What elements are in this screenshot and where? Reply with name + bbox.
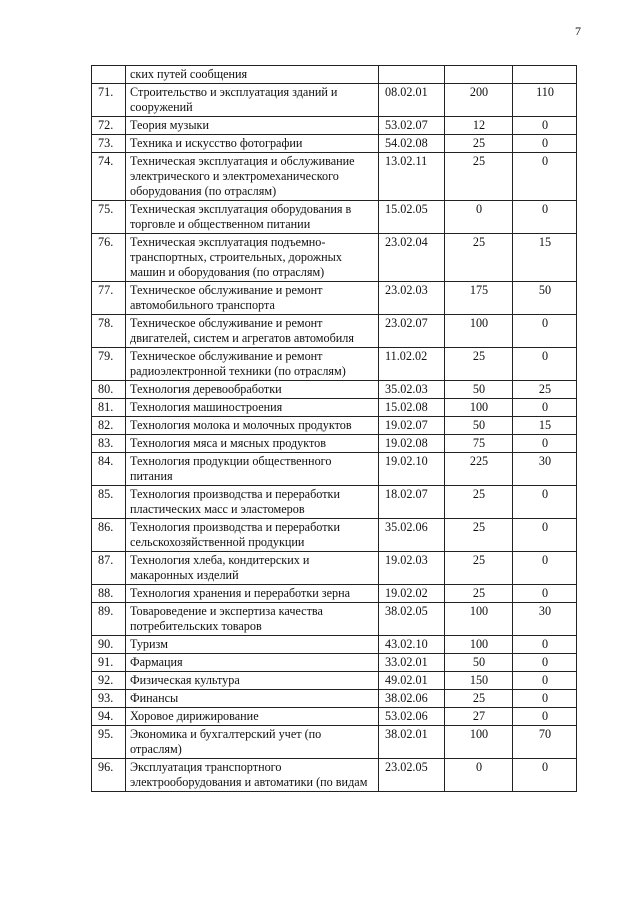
quota-total-cell: 150 bbox=[445, 672, 513, 690]
specialty-name-cell: Фармация bbox=[126, 654, 379, 672]
specialty-name-cell: Физическая культура bbox=[126, 672, 379, 690]
table-body bbox=[92, 66, 577, 792]
row-number-cell: 74. bbox=[92, 153, 126, 201]
quota-secondary-cell: 0 bbox=[513, 399, 577, 417]
specialty-code-cell: 54.02.08 bbox=[379, 135, 445, 153]
specialty-name-cell: Техническое обслуживание и ремонт радиоэлектронной техники (по отраслям) bbox=[126, 348, 379, 381]
specialty-name-cell: Техника и искусство фотографии bbox=[126, 135, 379, 153]
specialty-name-cell: Технология мяса и мясных продуктов bbox=[126, 435, 379, 453]
table-row bbox=[92, 201, 577, 234]
quota-total-cell: 225 bbox=[445, 453, 513, 486]
row-number-cell: 75. bbox=[92, 201, 126, 234]
quota-secondary-cell: 0 bbox=[513, 117, 577, 135]
row-number-cell: 83. bbox=[92, 435, 126, 453]
specialty-code-cell: 23.02.05 bbox=[379, 759, 445, 792]
row-number-cell: 92. bbox=[92, 672, 126, 690]
quota-total-cell: 75 bbox=[445, 435, 513, 453]
quota-secondary-cell: 0 bbox=[513, 636, 577, 654]
specialty-name-cell: Технология хлеба, кондитерских и макаронных изделий bbox=[126, 552, 379, 585]
specialty-name-cell: Техническая эксплуатация и обслуживание электрического и электромеханического оборудования (по отраслям) bbox=[126, 153, 379, 201]
quota-secondary-cell: 15 bbox=[513, 234, 577, 282]
specialty-code-cell bbox=[379, 66, 445, 84]
table-row bbox=[92, 726, 577, 759]
specialty-code-cell: 49.02.01 bbox=[379, 672, 445, 690]
quota-secondary-cell: 0 bbox=[513, 519, 577, 552]
table-row bbox=[92, 381, 577, 399]
quota-total-cell: 100 bbox=[445, 399, 513, 417]
specialty-name-cell: Туризм bbox=[126, 636, 379, 654]
specialty-name-cell: Эксплуатация транспортного электрооборудования и автоматики (по видам bbox=[126, 759, 379, 792]
specialty-name-cell: Техническое обслуживание и ремонт автомобильного транспорта bbox=[126, 282, 379, 315]
row-number-cell: 81. bbox=[92, 399, 126, 417]
row-number-cell: 79. bbox=[92, 348, 126, 381]
table-row bbox=[92, 453, 577, 486]
quota-secondary-cell: 0 bbox=[513, 315, 577, 348]
quota-secondary-cell: 0 bbox=[513, 435, 577, 453]
table-row bbox=[92, 315, 577, 348]
table-row bbox=[92, 603, 577, 636]
specialty-code-cell: 23.02.04 bbox=[379, 234, 445, 282]
quota-total-cell: 100 bbox=[445, 315, 513, 348]
quota-total-cell: 25 bbox=[445, 348, 513, 381]
specialty-code-cell: 43.02.10 bbox=[379, 636, 445, 654]
specialty-name-cell: Теория музыки bbox=[126, 117, 379, 135]
row-number-cell: 91. bbox=[92, 654, 126, 672]
table-row bbox=[92, 282, 577, 315]
quota-secondary-cell: 0 bbox=[513, 201, 577, 234]
row-number-cell: 90. bbox=[92, 636, 126, 654]
table-row bbox=[92, 417, 577, 435]
specialty-code-cell: 53.02.06 bbox=[379, 708, 445, 726]
specialty-name-cell: Технология машиностроения bbox=[126, 399, 379, 417]
specialty-name-cell: Финансы bbox=[126, 690, 379, 708]
page-number: 7 bbox=[575, 24, 581, 38]
specialty-name-cell: Строительство и эксплуатация зданий и сооружений bbox=[126, 84, 379, 117]
quota-total-cell bbox=[445, 66, 513, 84]
quota-total-cell: 50 bbox=[445, 654, 513, 672]
table-row bbox=[92, 552, 577, 585]
row-number-cell: 86. bbox=[92, 519, 126, 552]
row-number-cell: 77. bbox=[92, 282, 126, 315]
quota-secondary-cell: 0 bbox=[513, 585, 577, 603]
table-row bbox=[92, 435, 577, 453]
quota-secondary-cell: 0 bbox=[513, 552, 577, 585]
specialty-code-cell: 13.02.11 bbox=[379, 153, 445, 201]
specialty-code-cell: 38.02.05 bbox=[379, 603, 445, 636]
specialty-code-cell: 19.02.08 bbox=[379, 435, 445, 453]
specialty-name-cell: Технология производства и переработки сельскохозяйственной продукции bbox=[126, 519, 379, 552]
specialty-code-cell: 33.02.01 bbox=[379, 654, 445, 672]
specialty-code-cell: 35.02.03 bbox=[379, 381, 445, 399]
table-row bbox=[92, 234, 577, 282]
quota-total-cell: 100 bbox=[445, 726, 513, 759]
table-row bbox=[92, 654, 577, 672]
quota-secondary-cell: 0 bbox=[513, 153, 577, 201]
row-number-cell: 93. bbox=[92, 690, 126, 708]
quota-total-cell: 50 bbox=[445, 417, 513, 435]
specialty-code-cell: 35.02.06 bbox=[379, 519, 445, 552]
row-number-cell: 95. bbox=[92, 726, 126, 759]
quota-secondary-cell: 0 bbox=[513, 690, 577, 708]
quota-total-cell: 100 bbox=[445, 636, 513, 654]
quota-secondary-cell bbox=[513, 66, 577, 84]
row-number-cell: 82. bbox=[92, 417, 126, 435]
quota-total-cell: 25 bbox=[445, 234, 513, 282]
specialty-name-cell: Техническое обслуживание и ремонт двигателей, систем и агрегатов автомобиля bbox=[126, 315, 379, 348]
quota-secondary-cell: 110 bbox=[513, 84, 577, 117]
table-row bbox=[92, 708, 577, 726]
table-row bbox=[92, 84, 577, 117]
row-number-cell: 85. bbox=[92, 486, 126, 519]
specialty-code-cell: 23.02.03 bbox=[379, 282, 445, 315]
quota-total-cell: 25 bbox=[445, 486, 513, 519]
quota-secondary-cell: 0 bbox=[513, 759, 577, 792]
specialty-name-cell: ских путей сообщения bbox=[126, 66, 379, 84]
specialty-name-cell: Хоровое дирижирование bbox=[126, 708, 379, 726]
quota-secondary-cell: 30 bbox=[513, 603, 577, 636]
quota-total-cell: 200 bbox=[445, 84, 513, 117]
specialty-name-cell: Техническая эксплуатация оборудования в торговле и общественном питании bbox=[126, 201, 379, 234]
specialty-code-cell: 23.02.07 bbox=[379, 315, 445, 348]
quota-secondary-cell: 25 bbox=[513, 381, 577, 399]
row-number-cell: 80. bbox=[92, 381, 126, 399]
quota-total-cell: 25 bbox=[445, 135, 513, 153]
specialty-name-cell: Техническая эксплуатация подъемно-транспортных, строительных, дорожных машин и оборудования (по отраслям) bbox=[126, 234, 379, 282]
specialty-name-cell: Технология производства и переработки пластических масс и эластомеров bbox=[126, 486, 379, 519]
specialty-code-cell: 38.02.06 bbox=[379, 690, 445, 708]
specialty-name-cell: Технология хранения и переработки зерна bbox=[126, 585, 379, 603]
specialty-name-cell: Товароведение и экспертиза качества потребительских товаров bbox=[126, 603, 379, 636]
specialty-code-cell: 19.02.10 bbox=[379, 453, 445, 486]
table-row bbox=[92, 519, 577, 552]
quota-total-cell: 25 bbox=[445, 153, 513, 201]
quota-total-cell: 25 bbox=[445, 552, 513, 585]
quota-secondary-cell: 0 bbox=[513, 708, 577, 726]
quota-secondary-cell: 15 bbox=[513, 417, 577, 435]
table-row bbox=[92, 135, 577, 153]
row-number-cell: 96. bbox=[92, 759, 126, 792]
quota-total-cell: 25 bbox=[445, 690, 513, 708]
quota-secondary-cell: 0 bbox=[513, 672, 577, 690]
quota-secondary-cell: 0 bbox=[513, 348, 577, 381]
quota-total-cell: 0 bbox=[445, 759, 513, 792]
table-row bbox=[92, 66, 577, 84]
quota-secondary-cell: 0 bbox=[513, 135, 577, 153]
quota-total-cell: 0 bbox=[445, 201, 513, 234]
specialty-code-cell: 11.02.02 bbox=[379, 348, 445, 381]
specialty-code-cell: 15.02.05 bbox=[379, 201, 445, 234]
table-row bbox=[92, 117, 577, 135]
quota-total-cell: 27 bbox=[445, 708, 513, 726]
quota-total-cell: 175 bbox=[445, 282, 513, 315]
quota-secondary-cell: 70 bbox=[513, 726, 577, 759]
table-row bbox=[92, 672, 577, 690]
quota-secondary-cell: 30 bbox=[513, 453, 577, 486]
quota-secondary-cell: 0 bbox=[513, 486, 577, 519]
quota-total-cell: 50 bbox=[445, 381, 513, 399]
table-row bbox=[92, 690, 577, 708]
quota-total-cell: 12 bbox=[445, 117, 513, 135]
row-number-cell: 78. bbox=[92, 315, 126, 348]
row-number-cell: 88. bbox=[92, 585, 126, 603]
quota-secondary-cell: 50 bbox=[513, 282, 577, 315]
specialty-code-cell: 19.02.02 bbox=[379, 585, 445, 603]
specialty-code-cell: 19.02.03 bbox=[379, 552, 445, 585]
specialty-code-cell: 19.02.07 bbox=[379, 417, 445, 435]
row-number-cell: 72. bbox=[92, 117, 126, 135]
row-number-cell: 76. bbox=[92, 234, 126, 282]
specialties-table bbox=[91, 65, 577, 792]
table-row bbox=[92, 399, 577, 417]
specialty-code-cell: 08.02.01 bbox=[379, 84, 445, 117]
table-row bbox=[92, 636, 577, 654]
table-row bbox=[92, 153, 577, 201]
quota-total-cell: 100 bbox=[445, 603, 513, 636]
table-row bbox=[92, 348, 577, 381]
specialty-name-cell: Экономика и бухгалтерский учет (по отраслям) bbox=[126, 726, 379, 759]
specialty-name-cell: Технология продукции общественного питания bbox=[126, 453, 379, 486]
specialty-name-cell: Технология молока и молочных продуктов bbox=[126, 417, 379, 435]
table-row bbox=[92, 759, 577, 792]
quota-total-cell: 25 bbox=[445, 585, 513, 603]
row-number-cell: 73. bbox=[92, 135, 126, 153]
specialty-name-cell: Технология деревообработки bbox=[126, 381, 379, 399]
specialty-code-cell: 18.02.07 bbox=[379, 486, 445, 519]
specialty-code-cell: 53.02.07 bbox=[379, 117, 445, 135]
specialty-code-cell: 15.02.08 bbox=[379, 399, 445, 417]
row-number-cell: 87. bbox=[92, 552, 126, 585]
row-number-cell: 94. bbox=[92, 708, 126, 726]
row-number-cell: 89. bbox=[92, 603, 126, 636]
table-row bbox=[92, 486, 577, 519]
quota-secondary-cell: 0 bbox=[513, 654, 577, 672]
row-number-cell bbox=[92, 66, 126, 84]
row-number-cell: 71. bbox=[92, 84, 126, 117]
specialty-code-cell: 38.02.01 bbox=[379, 726, 445, 759]
table-row bbox=[92, 585, 577, 603]
quota-total-cell: 25 bbox=[445, 519, 513, 552]
row-number-cell: 84. bbox=[92, 453, 126, 486]
